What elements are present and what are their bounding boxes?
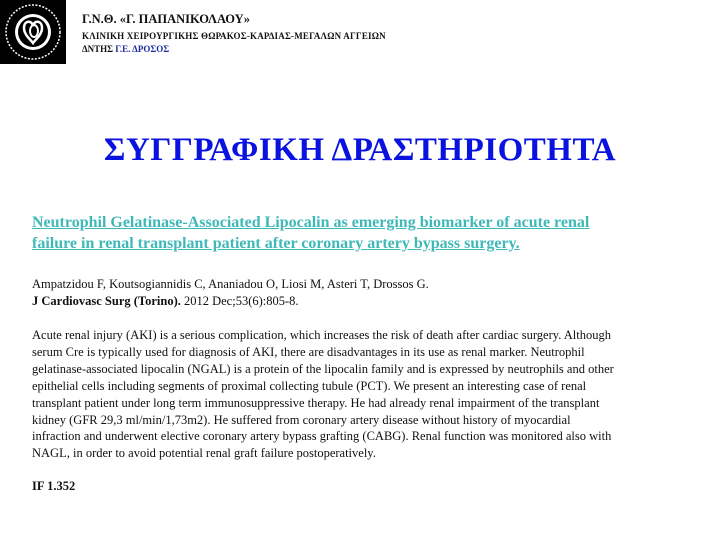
abstract-line: epithelial cells including segments of proximal collecting tubule (PCT). We present an interesting case of renal — [32, 378, 587, 393]
article-title-link[interactable] — [32, 212, 692, 254]
abstract-line: infraction and underwent elective coronary artery bypass grafting (CABG). Renal function was monitored also with — [32, 429, 612, 444]
journal-name: J Cardiovasc Surg (Torino). — [32, 294, 181, 308]
page-title: ΣΥΓΓΡΑΦΙΚΗ ΔΡΑΣΤΗΡΙΟΤΗΤΑ — [103, 132, 617, 168]
hospital-name: Γ.Ν.Θ. «Γ. ΠΑΠΑΝΙΚΟΛΑΟΥ» — [82, 12, 250, 26]
abstract-line: kidney (GFR 29,3 ml/min/1,73m2). He suffered from coronary artery disease without history of myocardial — [32, 412, 571, 427]
hospital-logo — [0, 0, 66, 64]
authors: Ampatzidou F, Koutsogiannidis C, Ananiadou O, Liosi M, Asteri T, Drossos G. — [32, 277, 429, 291]
abstract-line: transplant patient under long term immunosuppressive therapy. He had already renal impairment of the transplant — [32, 395, 600, 410]
abstract-line: serum Cre is typically used for diagnosis of AKI, there are disadvantages in its use as renal marker. Neutrophil — [32, 344, 585, 359]
article-title-line[interactable]: Neutrophil Gelatinase-Associated Lipocalin as emerging biomarker of acute renal — [32, 214, 590, 231]
article-title-line[interactable]: failure in renal transplant patient after coronary artery bypass surgery. — [32, 235, 520, 252]
abstract-line: Acute renal injury (AKI) is a serious complication, which increases the risk of death after cardiac surgery. Although — [32, 328, 611, 342]
impact-factor: IF 1.352 — [32, 479, 76, 493]
abstract-line: NAGL, in order to avoid potential renal graft failure postoperatively. — [32, 446, 376, 461]
abstract — [32, 327, 614, 462]
clinic-name: ΚΛΙΝΙΚΗ ΧΕΙΡΟΥΡΓΙΚΗΣ ΘΩΡΑΚΟΣ-ΚΑΡΔΙΑΣ-ΜΕΓΑΛΩΝ ΑΓΓΕΙΩΝ — [82, 31, 386, 41]
citation-block — [32, 276, 429, 310]
abstract-line: gelatinase-associated lipocalin (NGAL) is a protein of the lipocalin family and is expressed by neutrophils and other — [32, 361, 614, 376]
director-line — [82, 44, 169, 54]
journal-line — [32, 293, 429, 310]
director-name: Γ.Ε. ΔΡΟΣΟΣ — [115, 44, 170, 54]
citation-details: 2012 Dec;53(6):805-8. — [180, 294, 299, 308]
director-prefix: ΔΝΤΗΣ — [82, 44, 114, 54]
